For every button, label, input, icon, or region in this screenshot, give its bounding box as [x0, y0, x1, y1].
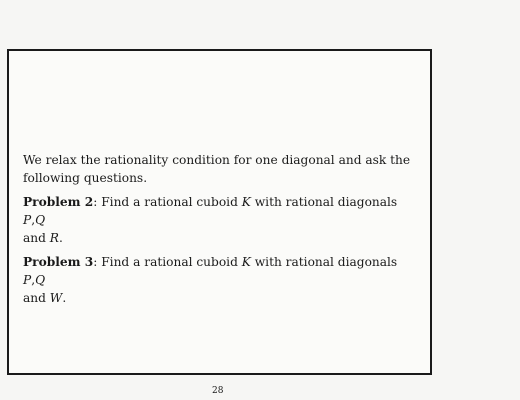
problem-3-diagonal-q: Q [35, 273, 46, 287]
problem-3-label: Problem 3 [23, 255, 94, 269]
problem-2-text-a: : Find a rational cuboid [93, 195, 242, 209]
problem-3-cuboid-symbol: K [241, 255, 251, 269]
problem-3-diagonal-w: W [49, 291, 63, 305]
problem-3-diagonal-p: P [23, 273, 32, 287]
intro-line-1: We relax the rationality condition for one diagonal and ask the [23, 153, 411, 167]
problem-3-comma: , [31, 273, 36, 287]
problem-2-and: and [23, 231, 50, 245]
slide-body [23, 151, 423, 313]
problem-2-text-b: with rational diagonals [250, 195, 398, 209]
page-number: 28 [212, 386, 224, 396]
intro-paragraph [23, 151, 423, 187]
slide-frame [7, 49, 432, 375]
problem-3-and: and [23, 291, 50, 305]
problem-3-text-b: with rational diagonals [250, 255, 398, 269]
intro-line-2: following questions. [23, 171, 148, 185]
problem-2-cuboid-symbol: K [241, 195, 251, 209]
problem-2-paragraph [23, 193, 423, 247]
problem-2-label: Problem 2 [23, 195, 94, 209]
problem-3-text-a: : Find a rational cuboid [93, 255, 242, 269]
problem-2-diagonal-p: P [23, 213, 32, 227]
problem-2-diagonal-q: Q [35, 213, 46, 227]
problem-2-period: . [58, 231, 63, 245]
problem-3-paragraph [23, 253, 423, 307]
problem-2-diagonal-r: R [49, 231, 59, 245]
problem-3-period: . [62, 291, 67, 305]
problem-2-comma: , [31, 213, 36, 227]
